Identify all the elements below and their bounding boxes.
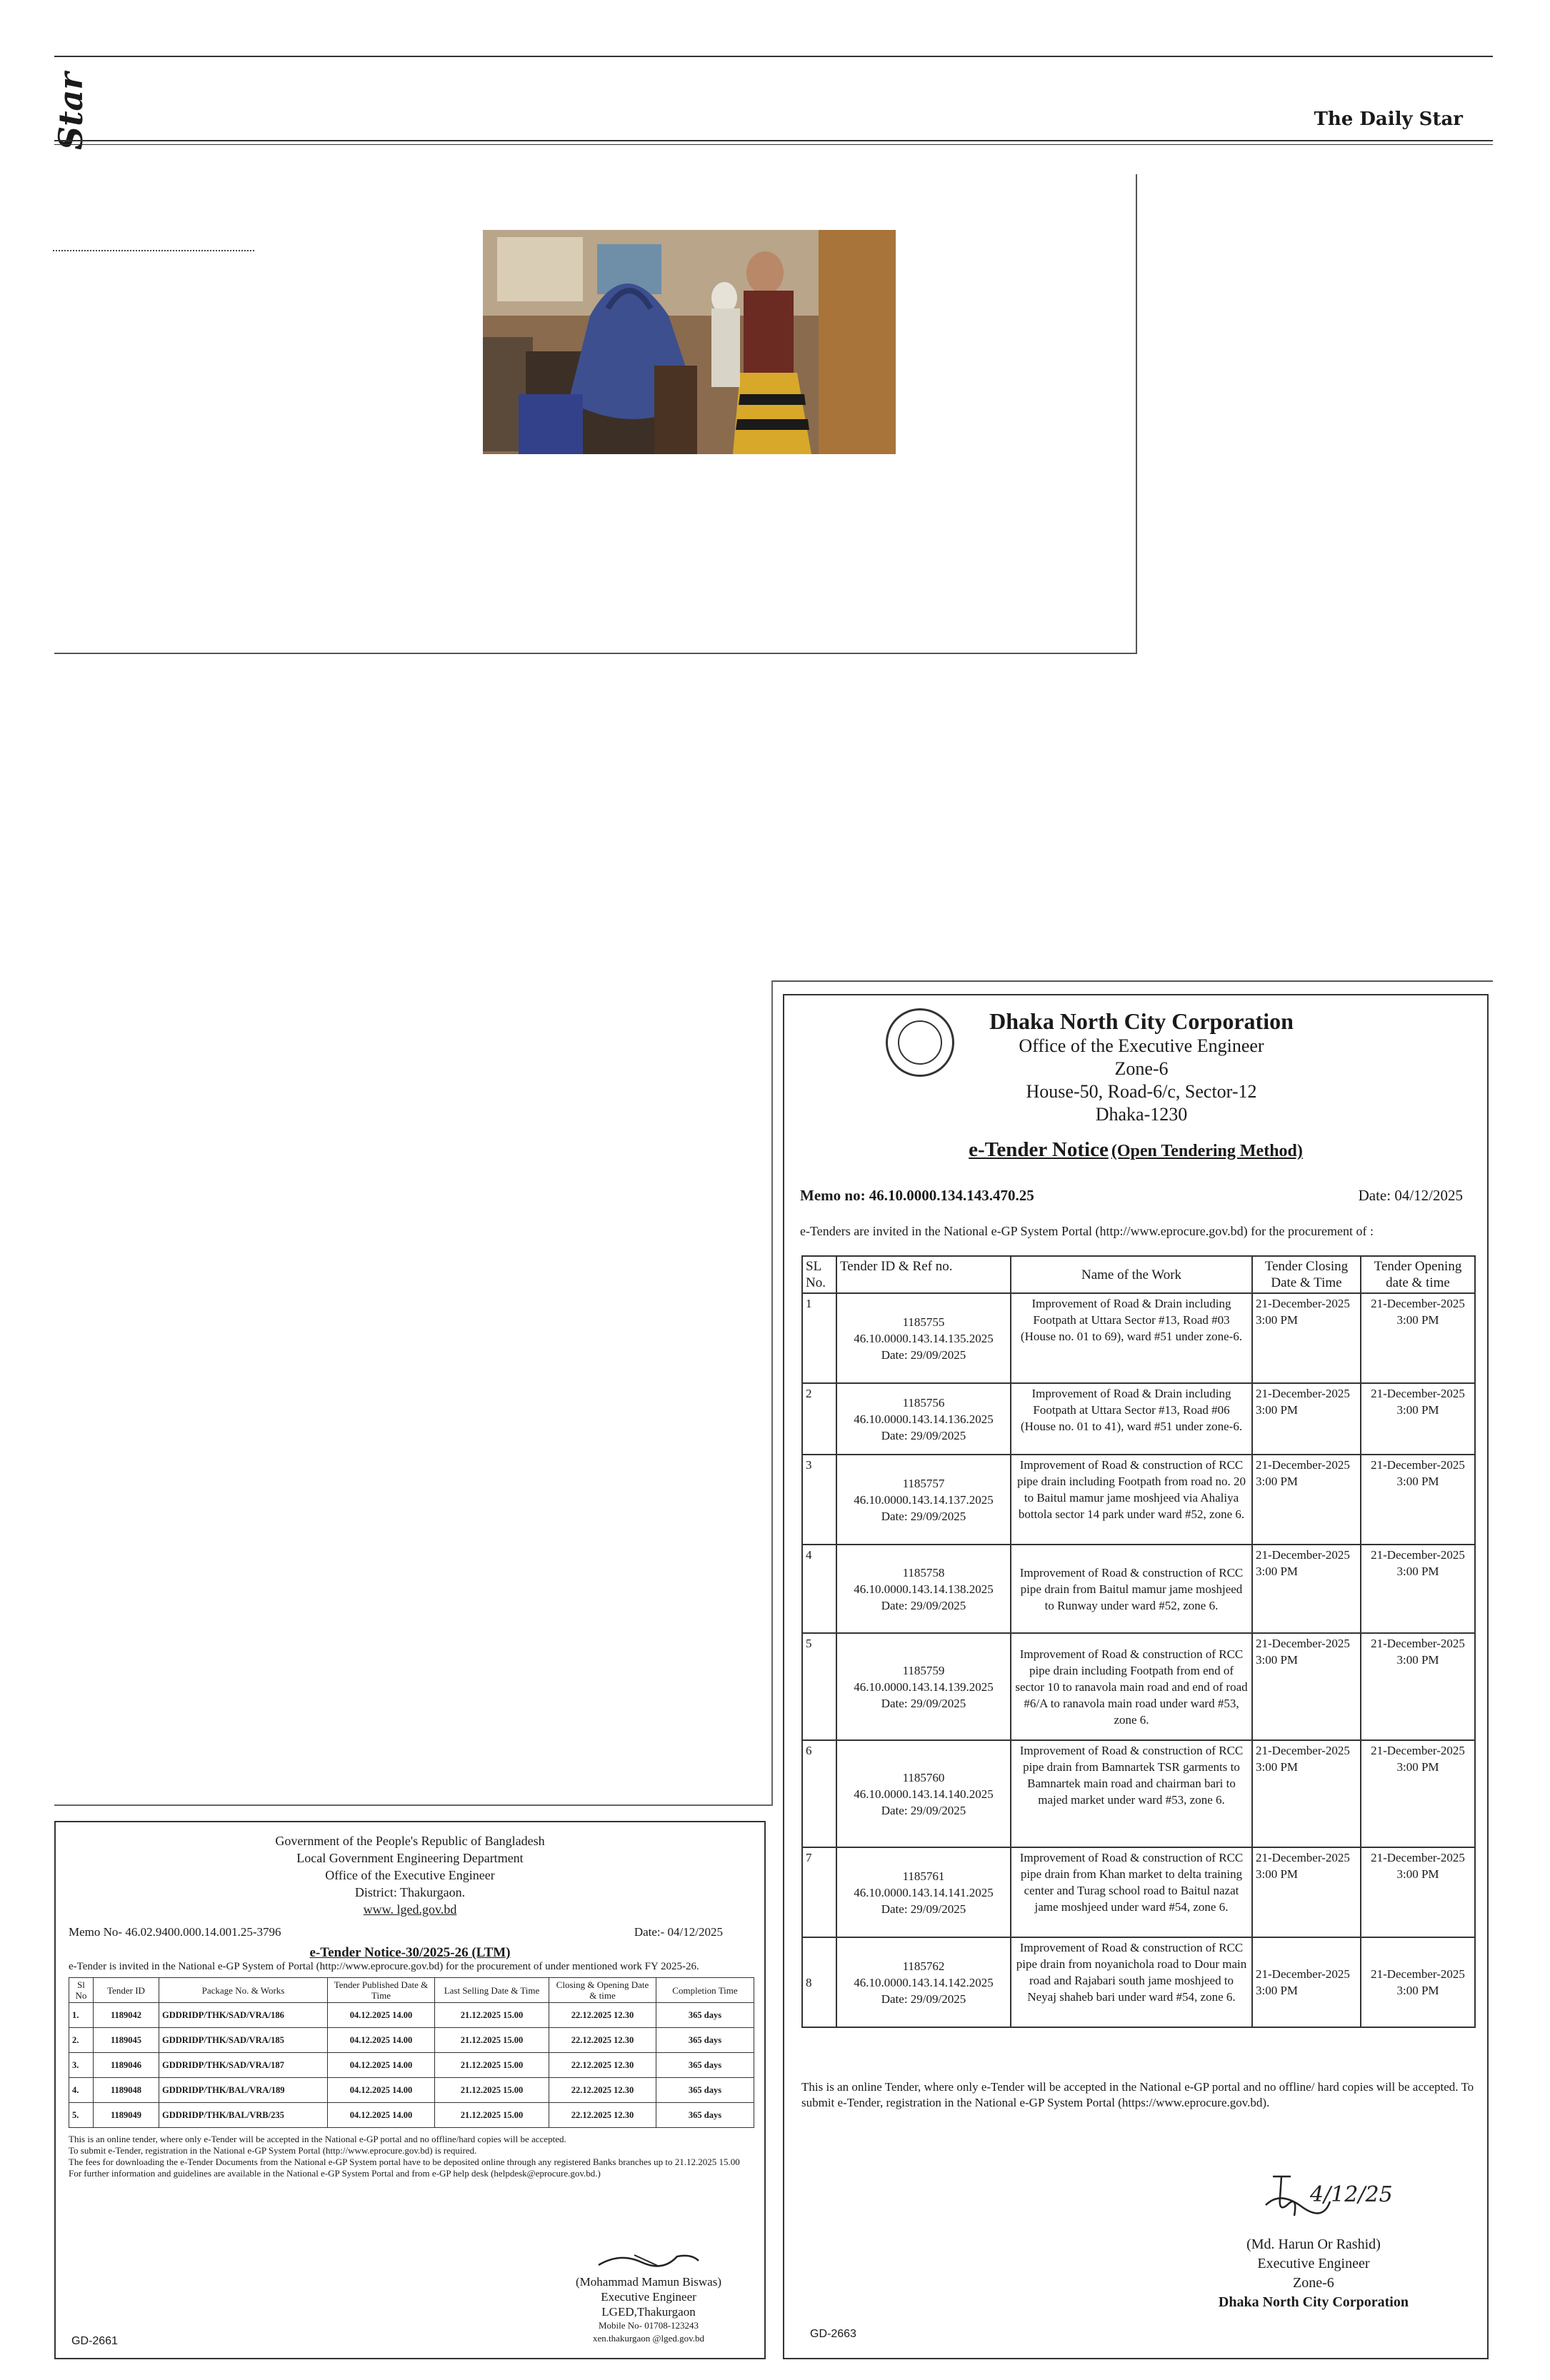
masthead-vertical-logo: Star	[51, 72, 90, 150]
cell-closing: 21-December-2025 3:00 PM	[1252, 1633, 1361, 1740]
lged-email: xen.thakurgaon @lged.gov.bd	[592, 2333, 705, 2344]
cell-tender-id	[836, 1847, 1011, 1937]
shopping-photo	[483, 230, 896, 454]
lged-signatory-office: LGED,Thakurgaon	[601, 2305, 696, 2319]
tender-id: 1185757	[902, 1476, 945, 1490]
cell-closing: 22.12.2025 12.30	[549, 2103, 656, 2128]
tender-ref-date: Date: 29/09/2025	[881, 1428, 966, 1442]
cell-closing: 22.12.2025 12.30	[549, 2053, 656, 2078]
cell-tender-id: 1189049	[94, 2103, 159, 2128]
tender-ref: 46.10.0000.143.14.142.2025	[854, 1975, 994, 1989]
col-work: Name of the Work	[1011, 1256, 1252, 1293]
tender-ref-date: Date: 29/09/2025	[881, 1509, 966, 1523]
dncc-table-header-row	[802, 1256, 1475, 1293]
cell-tender-id: 1189046	[94, 2053, 159, 2078]
cell-completion: 365 days	[656, 2003, 754, 2028]
table-row	[802, 1545, 1475, 1633]
cell-sl: 7	[802, 1847, 836, 1937]
cell-package: GDDRIDP/THK/SAD/VRA/185	[159, 2028, 328, 2053]
dncc-signatory-title: Executive Engineer	[1257, 2256, 1370, 2271]
signature-date-text: 4/12/25	[1310, 2182, 1393, 2207]
cell-sl: 8	[802, 1937, 836, 2027]
dncc-handwritten-signature	[1259, 2162, 1393, 2234]
dncc-header-line: Dhaka-1230	[1095, 1104, 1188, 1125]
cell-opening: 21-December-2025 3:00 PM	[1361, 1937, 1475, 2027]
cell-tender-id: 1189042	[94, 2003, 159, 2028]
cell-completion: 365 days	[656, 2078, 754, 2103]
cell-closing: 21-December-2025 3:00 PM	[1252, 1545, 1361, 1633]
cell-sl: 4.	[69, 2078, 94, 2103]
dncc-date: Date: 04/12/2025	[1358, 1187, 1463, 1204]
col-sl: Sl No	[69, 1978, 94, 2003]
cell-package: GDDRIDP/THK/BAL/VRA/189	[159, 2078, 328, 2103]
dotted-rule	[53, 250, 254, 251]
masthead-rule-thin	[54, 144, 1493, 145]
table-row	[69, 2003, 754, 2028]
table-row	[69, 2103, 754, 2128]
dncc-signatory-name: (Md. Harun Or Rashid)	[1246, 2236, 1381, 2252]
lged-table-header-row	[69, 1978, 754, 2003]
col-tender-id: Tender ID & Ref no.	[836, 1256, 1011, 1293]
col-opening: Tender Opening date & time	[1361, 1256, 1475, 1293]
lged-website-link[interactable]: www. lged.gov.bd	[363, 1902, 457, 1917]
lged-footer-line: To submit e-Tender, registration in the National e-GP System Portal (http://www.eprocure.gov.bd) is required.	[69, 2145, 477, 2156]
cell-closing: 22.12.2025 12.30	[549, 2003, 656, 2028]
dncc-footer: This is an online Tender, where only e-Tender will be accepted in the National e-GP portal and no offline/ hard copies will be accepted. To submit e-Tender, registration in the National e-GP System Portal (https://www.eprocure.gov.bd).	[801, 2080, 1474, 2109]
table-row	[802, 1383, 1475, 1455]
tender-ref-date: Date: 29/09/2025	[881, 1902, 966, 1916]
cell-published: 04.12.2025 14.00	[328, 2078, 435, 2103]
lged-tender-notice	[54, 1821, 766, 2359]
lged-ad-code: GD-2661	[71, 2335, 118, 2347]
cell-sl: 1.	[69, 2003, 94, 2028]
cell-tender-id: 1189048	[94, 2078, 159, 2103]
cell-sl: 4	[802, 1545, 836, 1633]
lged-footer-line: The fees for downloading the e-Tender Documents from the National e-GP System portal have to be deposited online through any registered Banks branches up to 21.12.2025 15.00 For further information and guidelines are available in the National e-GP System Portal and from e-GP help desk (helpdesk@eprocure.gov.bd.)	[69, 2156, 740, 2179]
table-row	[802, 1847, 1475, 1937]
top-rule	[54, 56, 1493, 57]
table-row	[802, 1455, 1475, 1545]
lged-signatory-title: Executive Engineer	[601, 2290, 696, 2304]
lged-date: Date:- 04/12/2025	[634, 1925, 723, 1939]
cell-completion: 365 days	[656, 2053, 754, 2078]
dncc-title-sub: (Open Tendering Method)	[1111, 1142, 1303, 1160]
dncc-org-name: Dhaka North City Corporation	[989, 1008, 1294, 1034]
tender-id: 1185758	[902, 1565, 945, 1580]
tender-ref: 46.10.0000.143.14.141.2025	[854, 1885, 994, 1899]
cell-closing: 21-December-2025 3:00 PM	[1252, 1455, 1361, 1545]
cell-opening: 21-December-2025 3:00 PM	[1361, 1293, 1475, 1383]
lged-header	[69, 1832, 751, 1918]
dncc-header-line: House-50, Road-6/c, Sector-12	[1026, 1081, 1257, 1102]
lged-header-line: Local Government Engineering Department	[296, 1851, 524, 1865]
lged-intro: e-Tender is invited in the National e-GP System of Portal (http://www.eprocure.gov.bd) for the procurement of under mentioned work FY 2025-26.	[69, 1961, 699, 1972]
cell-work: Improvement of Road & construction of RCC pipe drain from Baitul mamur jame moshjeed to Runway under ward #52, zone 6.	[1011, 1545, 1252, 1633]
lged-footer	[69, 2134, 751, 2179]
cell-tender-id	[836, 1740, 1011, 1847]
tender-ref-date: Date: 29/09/2025	[881, 1803, 966, 1817]
cell-work: Improvement of Road & Drain including Footpath at Uttara Sector #13, Road #03 (House no. 01 to 69), ward #51 under zone-6.	[1011, 1293, 1252, 1383]
tender-ref: 46.10.0000.143.14.140.2025	[854, 1787, 994, 1801]
dncc-tender-table	[801, 1255, 1476, 2028]
lged-tender-table	[69, 1977, 754, 2128]
lged-memo-row	[69, 1925, 751, 1944]
tender-ref-date: Date: 29/09/2025	[881, 1598, 966, 1612]
table-row	[69, 2028, 754, 2053]
cell-sl: 1	[802, 1293, 836, 1383]
cell-sl: 3.	[69, 2053, 94, 2078]
cell-tender-id	[836, 1293, 1011, 1383]
dncc-notice-title	[784, 1138, 1487, 1162]
tender-id: 1185760	[902, 1770, 945, 1784]
tender-ref-date: Date: 29/09/2025	[881, 1347, 966, 1362]
lged-notice-title: e-Tender Notice-30/2025-26 (LTM)	[309, 1945, 511, 1960]
left-column-block	[54, 980, 773, 1806]
col-last-selling: Last Selling Date & Time	[435, 1978, 549, 2003]
cell-work: Improvement of Road & Drain including Footpath at Uttara Sector #13, Road #06 (House no. 01 to 41), ward #51 under zone-6.	[1011, 1383, 1252, 1455]
cell-package: GDDRIDP/THK/SAD/VRA/187	[159, 2053, 328, 2078]
cell-closing: 21-December-2025 3:00 PM	[1252, 1383, 1361, 1455]
dncc-signatory-org: Dhaka North City Corporation	[1218, 2294, 1409, 2310]
col-package: Package No. & Works	[159, 1978, 328, 2003]
cell-closing: 21-December-2025 3:00 PM	[1252, 1293, 1361, 1383]
tender-id: 1185756	[902, 1395, 945, 1410]
col-completion: Completion Time	[656, 1978, 754, 2003]
lged-header-line: Government of the People's Republic of Bangladesh	[275, 1834, 545, 1848]
cell-opening: 21-December-2025 3:00 PM	[1361, 1740, 1475, 1847]
col-tender-id: Tender ID	[94, 1978, 159, 2003]
cell-published: 04.12.2025 14.00	[328, 2003, 435, 2028]
tender-ref: 46.10.0000.143.14.136.2025	[854, 1412, 994, 1426]
cell-last-selling: 21.12.2025 15.00	[435, 2103, 549, 2128]
cell-opening: 21-December-2025 3:00 PM	[1361, 1847, 1475, 1937]
cell-published: 04.12.2025 14.00	[328, 2053, 435, 2078]
signature-scribble-icon	[591, 2249, 706, 2271]
cell-opening: 21-December-2025 3:00 PM	[1361, 1455, 1475, 1545]
table-row	[802, 1633, 1475, 1740]
cell-last-selling: 21.12.2025 15.00	[435, 2053, 549, 2078]
dncc-header	[963, 1008, 1320, 1126]
dncc-ad-code: GD-2663	[810, 2328, 856, 2340]
cell-sl: 5	[802, 1633, 836, 1740]
col-published: Tender Published Date & Time	[328, 1978, 435, 2003]
cell-tender-id	[836, 1937, 1011, 2027]
lged-signature	[576, 2249, 721, 2345]
lged-header-line: Office of the Executive Engineer	[325, 1868, 495, 1882]
tender-id: 1185761	[902, 1869, 945, 1883]
seal-inner-ring	[898, 1020, 942, 1065]
cell-last-selling: 21.12.2025 15.00	[435, 2003, 549, 2028]
cell-sl: 3	[802, 1455, 836, 1545]
dncc-signature	[1219, 2235, 1409, 2312]
cell-sl: 5.	[69, 2103, 94, 2128]
cell-work: Improvement of Road & construction of RCC pipe drain including Footpath from end of sector 10 to ranavola main road and end of road #6/A to ranavola main road under ward #53, zone 6.	[1011, 1633, 1252, 1740]
lged-footer-line: This is an online tender, where only e-Tender will be accepted in the National e-GP portal and no offline/hard copies will be accepted.	[69, 2134, 566, 2144]
cell-completion: 365 days	[656, 2103, 754, 2128]
cell-work: Improvement of Road & construction of RCC pipe drain from noyanichola road to Dour main road and Rajabari south jame moshjeed to Neyaj shaheb bari under ward #54, zone 6.	[1011, 1937, 1252, 2027]
cell-published: 04.12.2025 14.00	[328, 2103, 435, 2128]
dncc-intro: e-Tenders are invited in the National e-GP System Portal (http://www.eprocure.gov.bd) for the procurement of :	[800, 1224, 1374, 1238]
cell-opening: 21-December-2025 3:00 PM	[1361, 1633, 1475, 1740]
table-row	[69, 2078, 754, 2103]
cell-opening: 21-December-2025 3:00 PM	[1361, 1545, 1475, 1633]
cell-package: GDDRIDP/THK/SAD/VRA/186	[159, 2003, 328, 2028]
cell-tender-id	[836, 1455, 1011, 1545]
col-closing-opening: Closing & Opening Date & time	[549, 1978, 656, 2003]
cell-work: Improvement of Road & construction of RCC pipe drain including Footpath from road no. 20 to Baitul mamur jame moshjeed via Ahaliya bottola sector 14 park under ward #52, zone 6.	[1011, 1455, 1252, 1545]
col-closing: Tender Closing Date & Time	[1252, 1256, 1361, 1293]
dncc-signatory-zone: Zone-6	[1293, 2275, 1334, 2291]
cell-closing: 22.12.2025 12.30	[549, 2028, 656, 2053]
cell-closing: 22.12.2025 12.30	[549, 2078, 656, 2103]
table-row	[802, 1293, 1475, 1383]
cell-closing: 21-December-2025 3:00 PM	[1252, 1937, 1361, 2027]
col-sl: SL No.	[802, 1256, 836, 1293]
cell-last-selling: 21.12.2025 15.00	[435, 2028, 549, 2053]
masthead-rule	[54, 140, 1493, 141]
table-row	[802, 1740, 1475, 1847]
cell-tender-id: 1189045	[94, 2028, 159, 2053]
cell-published: 04.12.2025 14.00	[328, 2028, 435, 2053]
table-row	[69, 2053, 754, 2078]
tender-ref: 46.10.0000.143.14.139.2025	[854, 1679, 994, 1694]
table-row	[802, 1937, 1475, 2027]
lged-memo-number: Memo No- 46.02.9400.000.14.001.25-3796	[69, 1925, 281, 1939]
tender-ref: 46.10.0000.143.14.137.2025	[854, 1492, 994, 1507]
cell-last-selling: 21.12.2025 15.00	[435, 2078, 549, 2103]
tender-ref: 46.10.0000.143.14.138.2025	[854, 1582, 994, 1596]
lged-signatory-name: (Mohammad Mamun Biswas)	[576, 2275, 721, 2289]
dncc-header-line: Office of the Executive Engineer	[1019, 1035, 1264, 1056]
tender-id: 1185755	[902, 1315, 945, 1329]
cell-opening: 21-December-2025 3:00 PM	[1361, 1383, 1475, 1455]
dncc-tender-notice	[783, 994, 1489, 2359]
masthead-brand: The Daily Star	[1314, 109, 1463, 130]
tender-ref-date: Date: 29/09/2025	[881, 1992, 966, 2006]
tender-id: 1185762	[902, 1959, 945, 1973]
cell-tender-id	[836, 1383, 1011, 1455]
dncc-title-main: e-Tender Notice	[969, 1138, 1109, 1161]
tender-id: 1185759	[902, 1663, 945, 1677]
lged-mobile: Mobile No- 01708-123243	[598, 2320, 699, 2331]
dncc-top-rule	[773, 980, 1493, 982]
dncc-header-line: Zone-6	[1114, 1058, 1169, 1079]
tender-ref-date: Date: 29/09/2025	[881, 1696, 966, 1710]
cell-work: Improvement of Road & construction of RCC pipe drain from Khan market to delta training center and Turag school road to Baitul nazat jame moshjeed under ward #54, zone 6.	[1011, 1847, 1252, 1937]
cell-sl: 6	[802, 1740, 836, 1847]
dncc-memo: Memo no: 46.10.0000.134.143.470.25	[800, 1187, 1034, 1204]
cell-tender-id	[836, 1633, 1011, 1740]
cell-tender-id	[836, 1545, 1011, 1633]
cell-closing: 21-December-2025 3:00 PM	[1252, 1847, 1361, 1937]
tender-ref: 46.10.0000.143.14.135.2025	[854, 1331, 994, 1345]
cell-sl: 2.	[69, 2028, 94, 2053]
lged-header-line: District: Thakurgaon.	[354, 1885, 466, 1899]
cell-sl: 2	[802, 1383, 836, 1455]
cell-closing: 21-December-2025 3:00 PM	[1252, 1740, 1361, 1847]
cell-package: GDDRIDP/THK/BAL/VRB/235	[159, 2103, 328, 2128]
cell-completion: 365 days	[656, 2028, 754, 2053]
cell-work: Improvement of Road & construction of RCC pipe drain from Bamnartek TSR garments to Bamnartek main road and chairman bari to majed market under ward #53, zone 6.	[1011, 1740, 1252, 1847]
dncc-seal-icon	[886, 1008, 954, 1077]
